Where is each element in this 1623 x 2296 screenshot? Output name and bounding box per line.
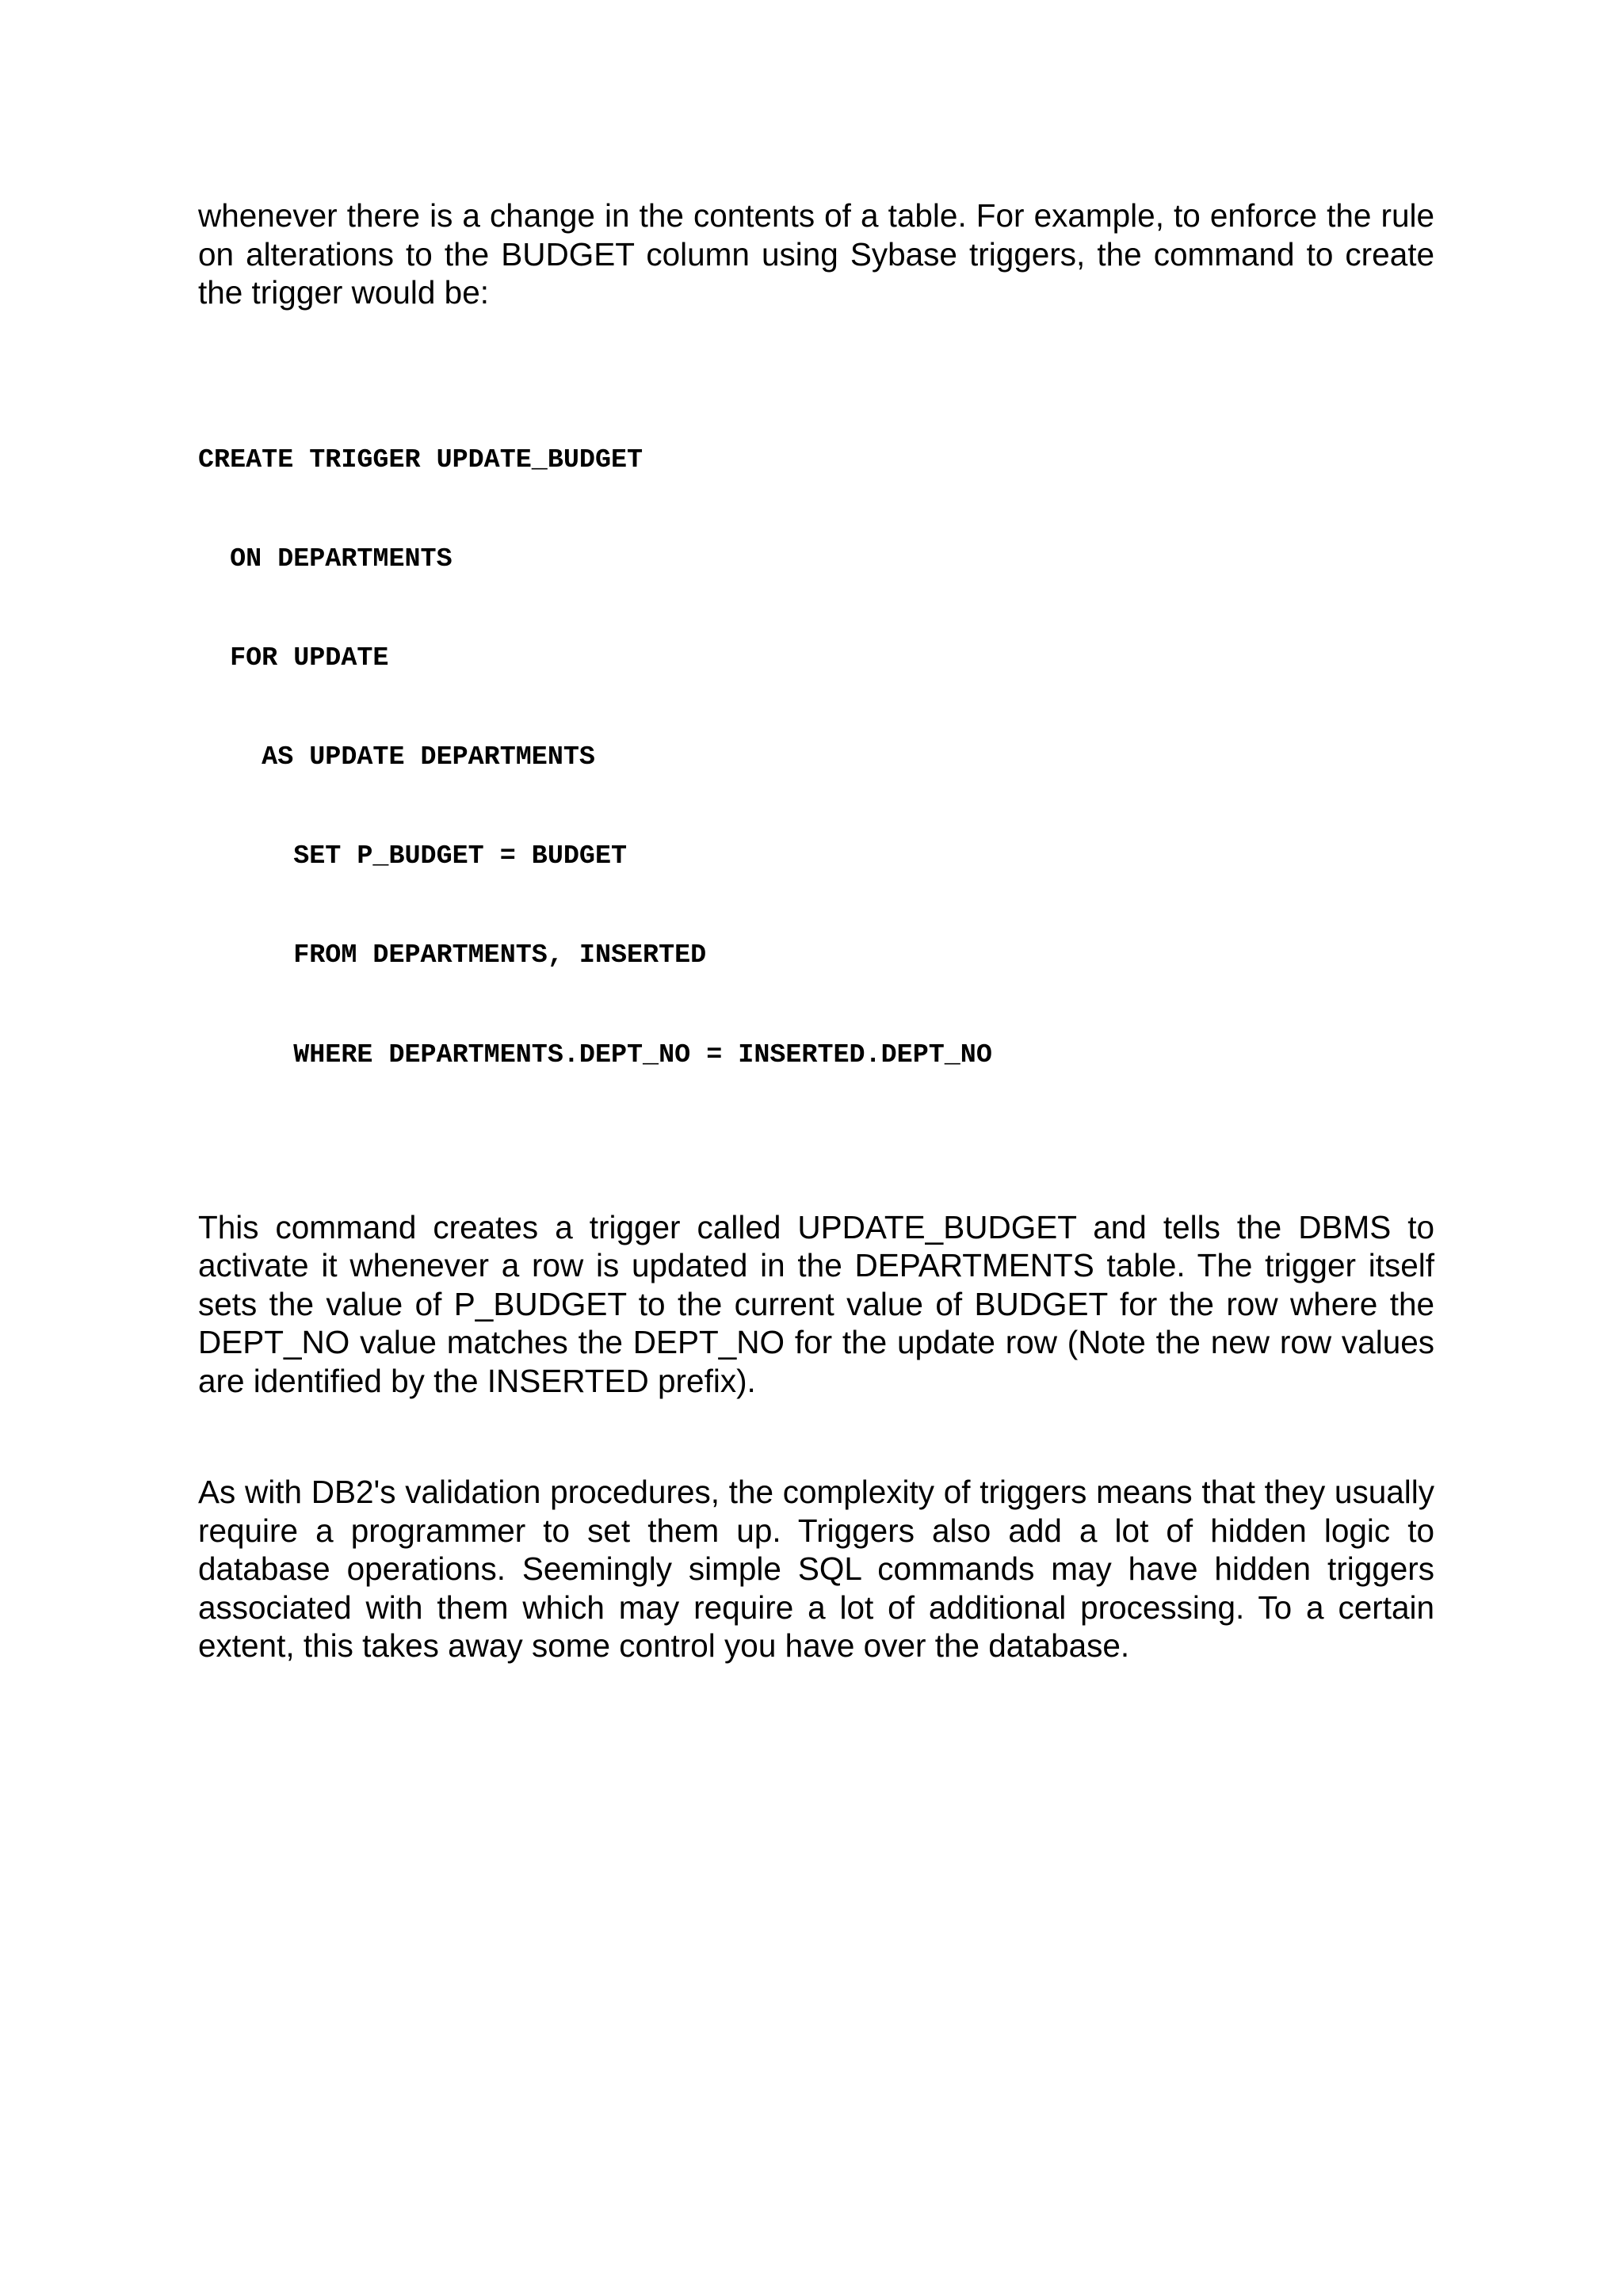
code-line: AS UPDATE DEPARTMENTS [198,742,595,773]
code-line: WHERE DEPARTMENTS.DEPT_NO = INSERTED.DEPT_NO [198,1039,992,1070]
code-line: ON DEPARTMENTS [198,544,453,575]
document-body [198,196,1434,1665]
explanation-paragraph: This command creates a trigger called UPDATE_BUDGET and tells the DBMS to activate it whenever a row is updated in the DEPARTMENTS table. The trigger itself sets the value of P_BUDGET to the current value of BUDGET for the row where the DEPT_NO value matches the DEPT_NO for the update row (Note the new row values are identified by the INSERTED prefix). [198,1208,1434,1399]
code-line: FOR UPDATE [198,643,389,674]
intro-paragraph: whenever there is a change in the contents of a table. For example, to enforce the rule on alterations to the BUDGET column using Sybase triggers, the command to create the trigger would be: [198,197,1434,311]
closing-paragraph: As with DB2's validation procedures, the complexity of triggers means that they usually require a programmer to set them up. Triggers also add a lot of hidden logic to database operations. Seemingly simple SQL commands may have hidden triggers associated with them which may require a lot of additional processing. To a certain extent, this takes away some control you have over the database. [198,1474,1434,1665]
code-line: SET P_BUDGET = BUDGET [198,841,628,872]
sql-code-block [198,379,1434,1138]
code-line: CREATE TRIGGER UPDATE_BUDGET [198,444,643,475]
code-line: FROM DEPARTMENTS, INSERTED [198,940,707,971]
